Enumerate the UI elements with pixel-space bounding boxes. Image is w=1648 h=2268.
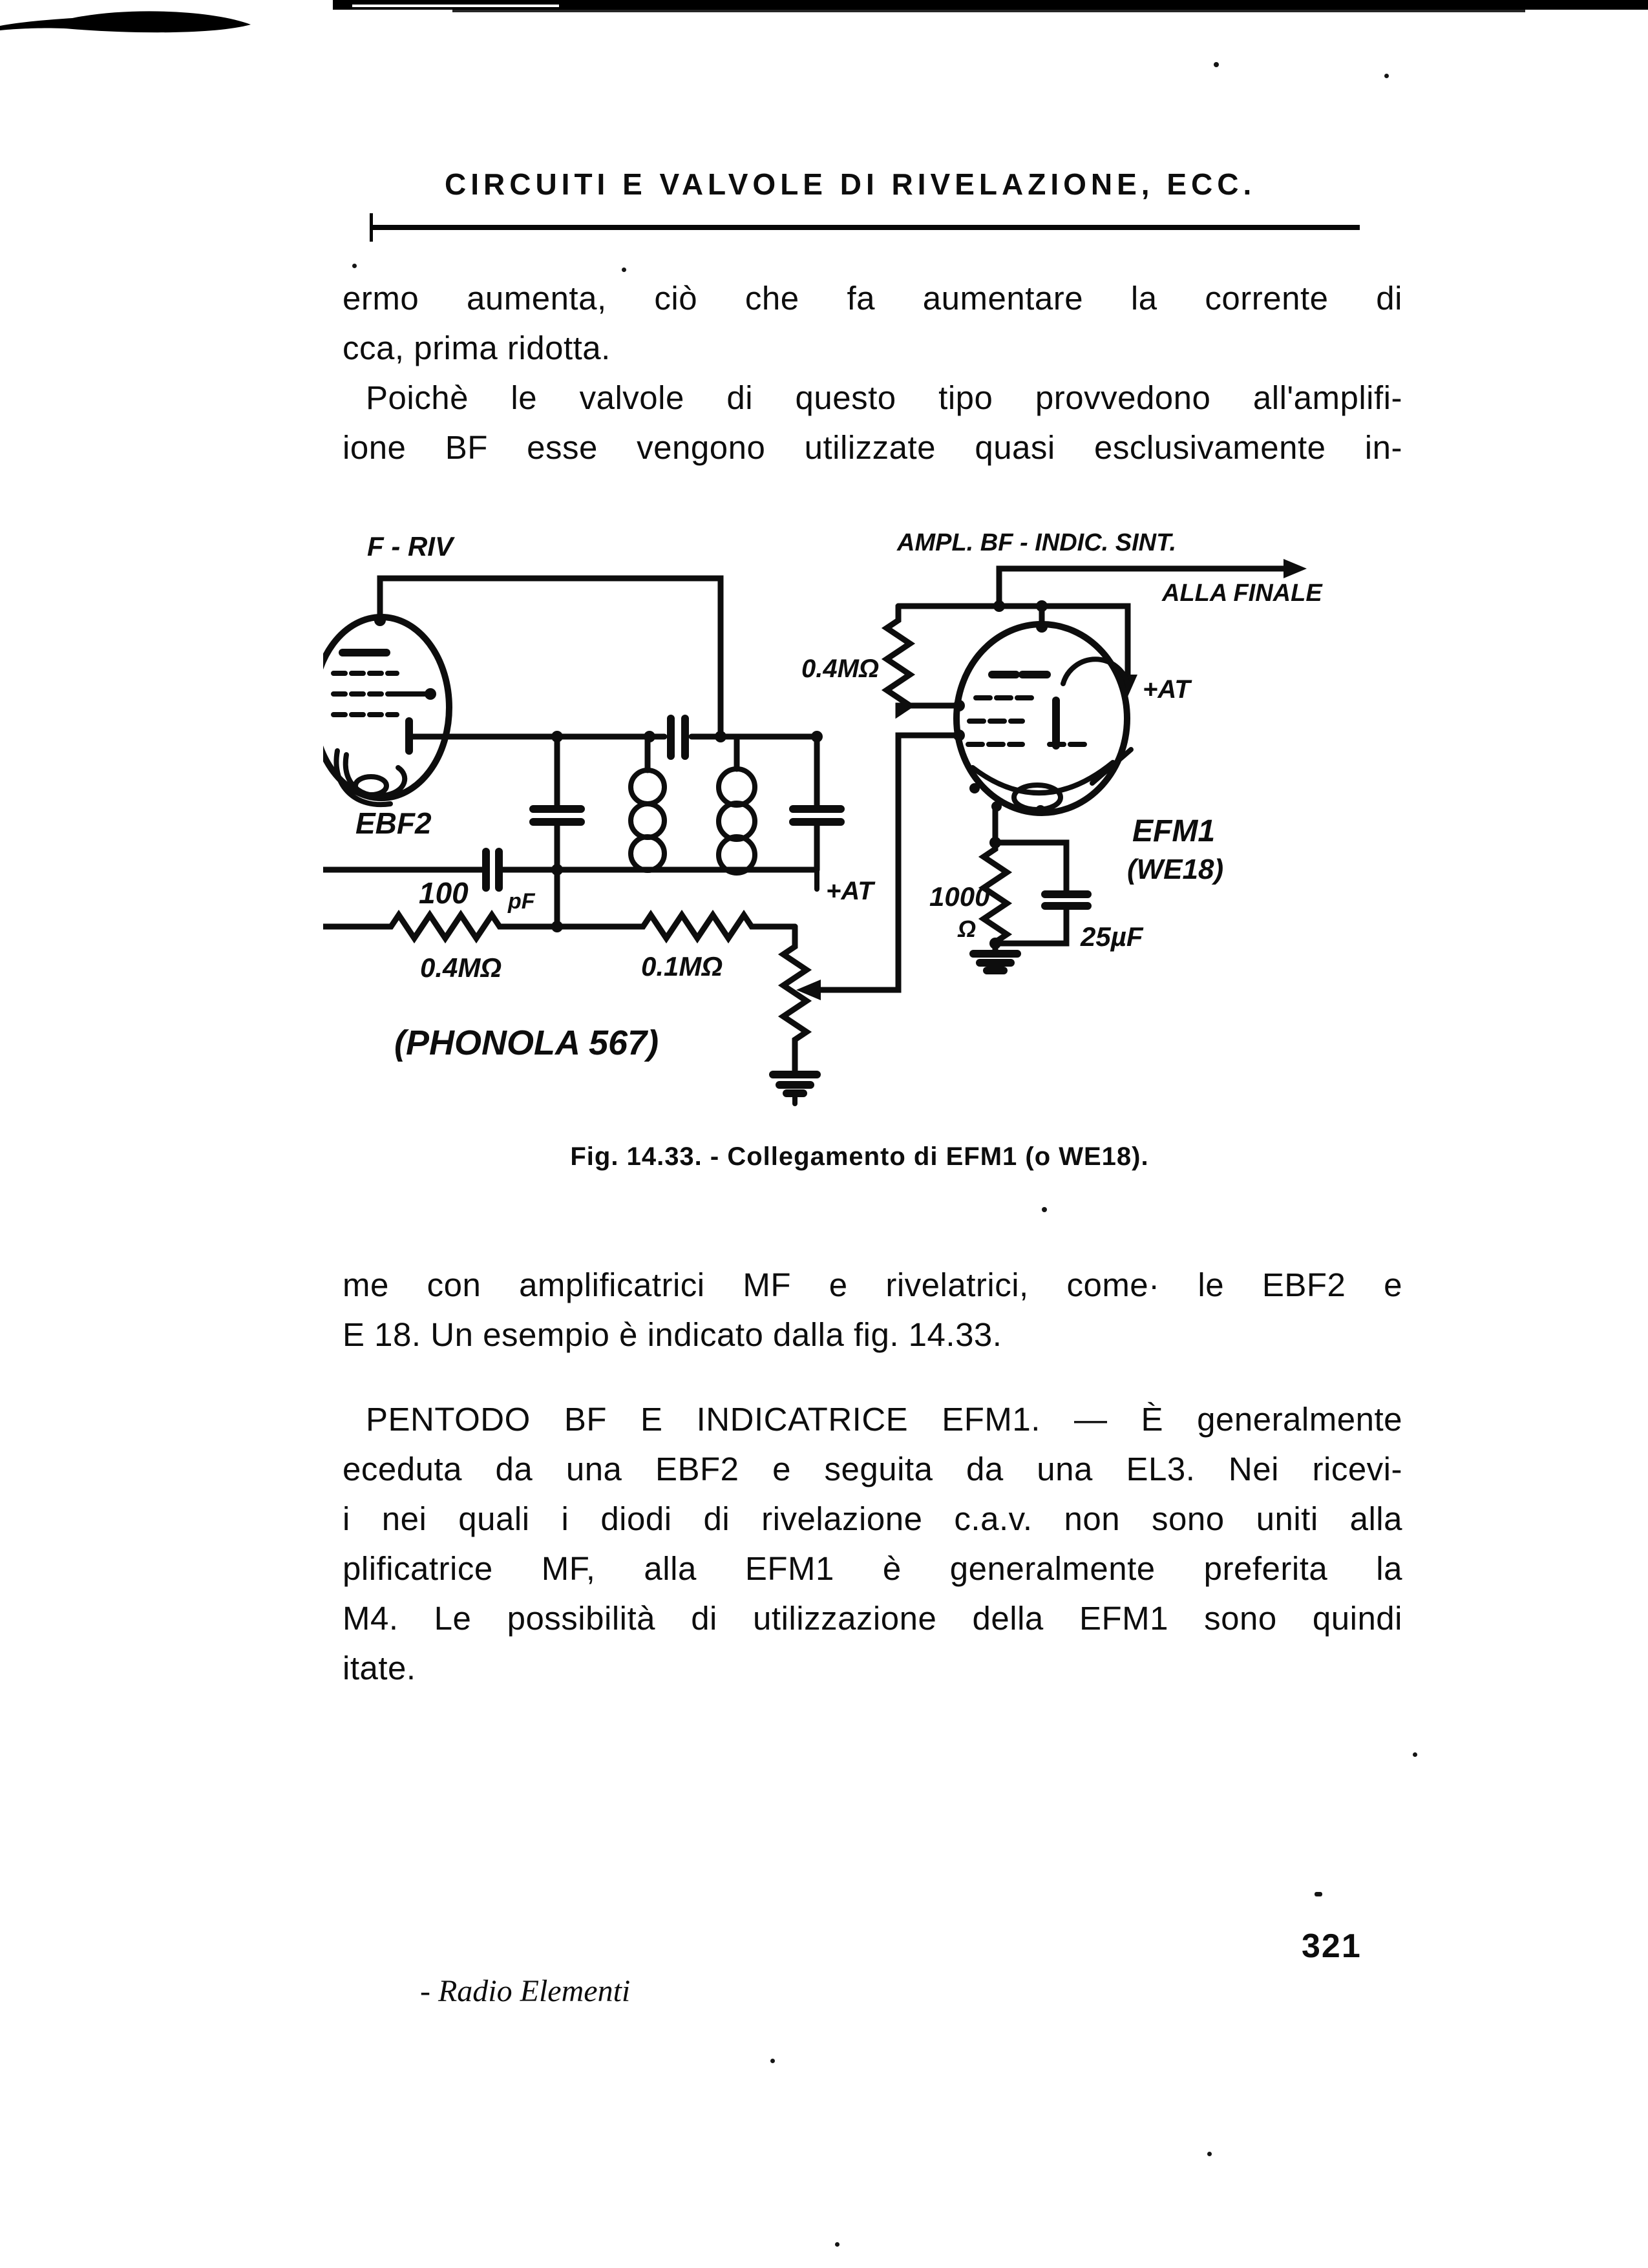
coupling-cap-icon — [671, 719, 685, 756]
text-line: M4. Le possibilità di utilizzazione della EFM1 sono quindi — [343, 1600, 1402, 1637]
text-line: itate. — [343, 1650, 416, 1686]
text-line: plificatrice MF, alla EFM1 è generalmente preferita la — [343, 1550, 1402, 1587]
resistor-04m-avc-icon — [323, 915, 557, 938]
efm1-cathode-loop — [1014, 785, 1061, 810]
paragraph-1 — [343, 273, 1402, 472]
speck — [1214, 62, 1219, 67]
speck — [1413, 1752, 1417, 1757]
page-header: CIRCUITI E VALVOLE DI RIVELAZIONE, ECC. — [445, 167, 1256, 201]
resistor-01m-avc-icon — [557, 915, 795, 938]
label-ampl-bf: AMPL. BF - INDIC. SINT. — [897, 530, 1177, 556]
label-phonola: (PHONOLA 567) — [394, 1024, 659, 1062]
text-line: ermo aumenta, ciò che fa aumentare la corrente di — [343, 280, 1402, 317]
paragraph-3 — [343, 1394, 1402, 1693]
speck — [770, 2059, 775, 2063]
junction-dot — [425, 688, 436, 700]
junction-dot — [374, 614, 386, 626]
wiper-to-grid-wire — [819, 735, 958, 990]
label-04m-avc: 0.4MΩ — [420, 952, 502, 983]
secondary-coil-icon — [719, 803, 755, 839]
cap-100pf-icon — [486, 852, 499, 888]
text-line: Poichè le valvole di questo tipo provvedono all'amplifi- — [366, 379, 1402, 416]
text-line: eceduta da una EBF2 e seguita da una EL3. Nei ricevi- — [343, 1451, 1402, 1487]
text-line: E 18. Un esempio è indicato dalla fig. 14.33. — [343, 1316, 1002, 1353]
label-we18: (WE18) — [1127, 854, 1224, 885]
junction-dot — [1035, 805, 1046, 815]
ground-icon — [773, 1075, 817, 1093]
secondary-coil-icon — [719, 769, 755, 805]
label-100: 100 — [419, 876, 469, 910]
ebf2-top-wire — [380, 578, 721, 737]
text-line: i nei quali i diodi di rivelazione c.a.v. non sono uniti alla — [343, 1500, 1402, 1537]
speck — [1384, 74, 1389, 78]
text-line: PENTODO BF E INDICATRICE EFM1. — È generalmente — [366, 1401, 1402, 1438]
primary-coil-icon — [631, 770, 664, 804]
text-line: ione BF esse vengono utilizzate quasi esclusivamente in- — [343, 429, 1402, 466]
junction-dot — [715, 731, 726, 742]
efm1-shadow-arc — [973, 762, 1113, 793]
label-alla-finale: ALLA FINALE — [1162, 580, 1322, 607]
label-mf-riv: F - RIV — [367, 531, 453, 562]
page-number: 321 — [1302, 1927, 1362, 1965]
ebf2-envelope — [323, 617, 449, 798]
speck — [352, 264, 357, 268]
speck — [1315, 1892, 1322, 1896]
primary-coil-icon — [631, 837, 664, 870]
speck — [1207, 2152, 1212, 2156]
figure-caption: Fig. 14.33. - Collegamento di EFM1 (o WE18). — [570, 1142, 1149, 1171]
label-01m-avc: 0.1MΩ — [641, 951, 723, 982]
header-rule — [371, 225, 1360, 230]
label-efm1: EFM1 — [1132, 814, 1216, 848]
resistor-04m-plate-icon — [887, 606, 958, 713]
label-1000: 1000 — [929, 881, 990, 912]
footer-imprint: - Radio Elementi — [420, 1974, 631, 2008]
label-ebf2: EBF2 — [355, 806, 432, 840]
scan-edge-bar-shadow — [452, 10, 1525, 12]
circuit-diagram — [323, 530, 1396, 1140]
ground-icon — [973, 954, 1017, 971]
scan-edge-bar-gap — [352, 5, 559, 7]
text-line: cca, prima ridotta. — [343, 330, 611, 366]
cap-25uf-icon — [1045, 894, 1088, 906]
scan-blob — [0, 5, 271, 44]
primary-coil-icon — [631, 804, 664, 837]
junction-dot — [969, 783, 980, 793]
text-line: me con amplificatrici MF e rivelatrici, come· le EBF2 e — [343, 1266, 1402, 1303]
paragraph-2 — [343, 1260, 1402, 1360]
label-ohm: Ω — [958, 916, 977, 942]
label-25uf: 25µF — [1081, 921, 1143, 952]
label-pf: pF — [508, 889, 535, 914]
ebf2-cathode-loop — [355, 777, 386, 795]
label-at-mid: +AT — [826, 877, 874, 905]
potentiometer-icon — [783, 927, 807, 1073]
label-at-right: +AT — [1143, 675, 1190, 704]
speck — [1042, 1207, 1047, 1212]
secondary-cap-icon — [793, 809, 841, 822]
speck — [622, 268, 626, 272]
junction-dot — [993, 600, 1005, 612]
header-rule-tick — [370, 213, 373, 242]
primary-cap-icon — [533, 809, 581, 822]
speck — [835, 2242, 840, 2247]
arrowhead-right-icon — [1284, 559, 1307, 578]
label-04m-plate: 0.4MΩ — [801, 655, 880, 683]
